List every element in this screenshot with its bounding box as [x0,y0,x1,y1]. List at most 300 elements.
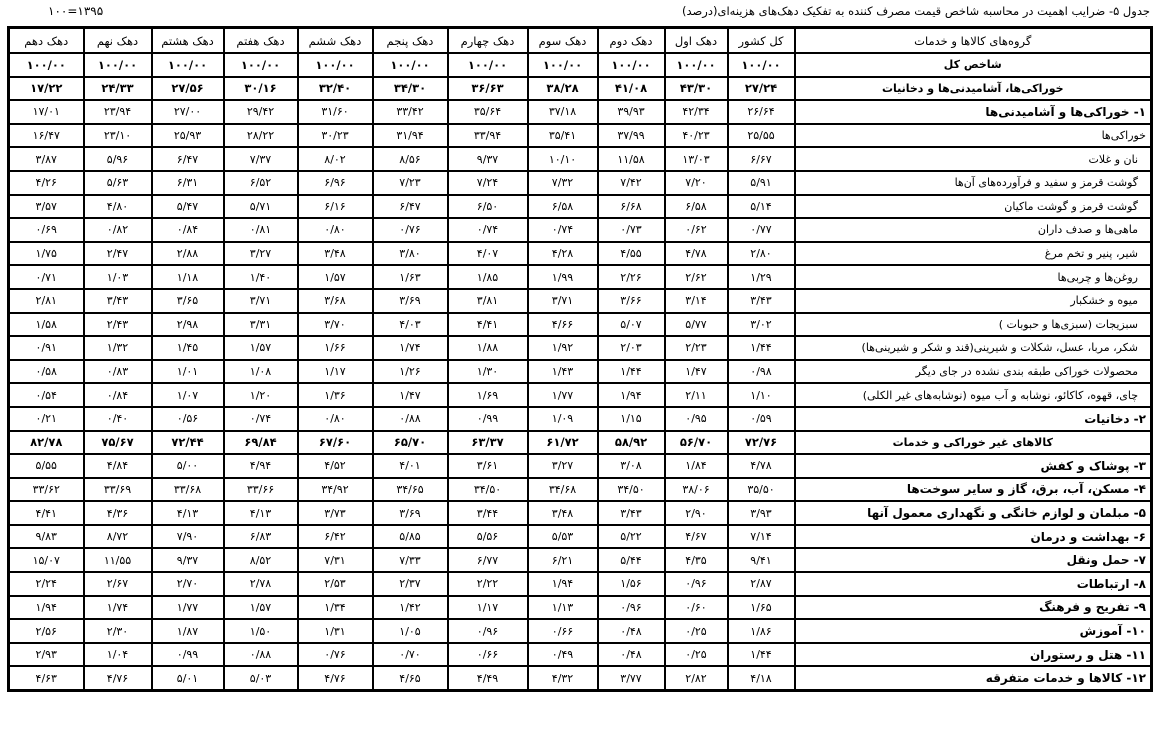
table-row [9,666,1152,690]
value-cell: ۴/۶۷ [665,525,728,549]
table-row [9,478,1152,502]
value-cell: ۴۰/۲۳ [665,124,728,148]
header-column: دهک دهم [9,28,84,54]
value-cell: ۶۱/۷۲ [528,431,598,455]
header-column: دهک اول [665,28,728,54]
value-cell: ۳/۷۳ [298,501,373,525]
value-cell: ۱/۷۷ [152,596,224,620]
value-cell: ۵/۰۰ [152,454,224,478]
row-label: ۱۱- هتل و رستوران [795,643,1152,667]
table-row [9,53,1152,77]
value-cell: ۷/۲۳ [373,171,448,195]
value-cell: ۳/۳۱ [224,313,298,337]
value-cell: ۹/۴۱ [728,548,795,572]
value-cell: ۳۳/۴۲ [373,100,448,124]
value-cell: ۴/۰۷ [448,242,528,266]
row-label: ۳- پوشاک و کفش [795,454,1152,478]
value-cell: ۱۰۰/۰۰ [373,53,448,77]
value-cell: ۰/۷۰ [373,643,448,667]
value-cell: ۴/۶۵ [373,666,448,690]
value-cell: ۱۰/۱۰ [528,147,598,171]
value-cell: ۳۹/۹۳ [598,100,665,124]
value-cell: ۶/۱۶ [298,195,373,219]
table-row [9,596,1152,620]
value-cell: ۳۱/۶۰ [298,100,373,124]
value-cell: ۶/۹۶ [298,171,373,195]
value-cell: ۶/۵۸ [665,195,728,219]
value-cell: ۸۲/۷۸ [9,431,84,455]
value-cell: ۰/۸۳ [84,360,152,384]
value-cell: ۰/۵۹ [728,407,795,431]
row-label: ۶- بهداشت و درمان [795,525,1152,549]
value-cell: ۲۵/۹۳ [152,124,224,148]
value-cell: ۵/۹۶ [84,147,152,171]
value-cell: ۳/۶۶ [598,289,665,313]
value-cell: ۱۶/۴۷ [9,124,84,148]
value-cell: ۷/۹۰ [152,525,224,549]
value-cell: ۵/۵۵ [9,454,84,478]
value-cell: ۱۱/۵۸ [598,147,665,171]
value-cell: ۴/۶۳ [9,666,84,690]
value-cell: ۷۲/۴۴ [152,431,224,455]
value-cell: ۱/۸۴ [665,454,728,478]
value-cell: ۳۷/۱۸ [528,100,598,124]
value-cell: ۱۵/۰۷ [9,548,84,572]
value-cell: ۰/۲۵ [665,619,728,643]
value-cell: ۱/۳۲ [84,336,152,360]
row-label: ۱۲- کالاها و خدمات متفرقه [795,666,1152,690]
value-cell: ۱/۳۰ [448,360,528,384]
row-label: شاخص کل [795,53,1152,77]
value-cell: ۵۸/۹۲ [598,431,665,455]
value-cell: ۰/۴۸ [598,619,665,643]
value-cell: ۶۹/۸۴ [224,431,298,455]
value-cell: ۳/۶۱ [448,454,528,478]
value-cell: ۵/۸۵ [373,525,448,549]
value-cell: ۳/۷۱ [528,289,598,313]
value-cell: ۴/۹۴ [224,454,298,478]
row-label: ۹- تفریح و فرهنگ [795,596,1152,620]
row-label: چای، قهوه، کاکائو، نوشابه و آب میوه (نوشابه‌های غیر الکلی) [795,383,1152,407]
row-label: محصولات خوراکی طبقه بندی نشده در جای دیگر [795,360,1152,384]
value-cell: ۱۱/۵۵ [84,548,152,572]
base-year-note: ۱۳۹۵=۱۰۰ [48,4,104,18]
value-cell: ۲/۲۴ [9,572,84,596]
value-cell: ۱۰۰/۰۰ [598,53,665,77]
value-cell: ۳۰/۲۳ [298,124,373,148]
value-cell: ۰/۹۶ [448,619,528,643]
row-label: کالاهای غیر خوراکی و خدمات [795,431,1152,455]
value-cell: ۰/۶۲ [665,218,728,242]
value-cell: ۰/۹۱ [9,336,84,360]
value-cell: ۵/۰۳ [224,666,298,690]
value-cell: ۰/۷۳ [598,218,665,242]
value-cell: ۳/۶۹ [373,501,448,525]
value-cell: ۰/۸۴ [152,218,224,242]
value-cell: ۰/۸۱ [224,218,298,242]
value-cell: ۶/۴۷ [373,195,448,219]
value-cell: ۷/۲۴ [448,171,528,195]
value-cell: ۲/۳۰ [84,619,152,643]
value-cell: ۵/۵۶ [448,525,528,549]
value-cell: ۲/۷۰ [152,572,224,596]
table-row [9,525,1152,549]
value-cell: ۷/۲۰ [665,171,728,195]
value-cell: ۳۵/۴۱ [528,124,598,148]
table-row [9,643,1152,667]
value-cell: ۲/۸۷ [728,572,795,596]
value-cell: ۱/۵۸ [9,313,84,337]
value-cell: ۱/۴۷ [665,360,728,384]
header-column: دهک سوم [528,28,598,54]
value-cell: ۱/۲۶ [373,360,448,384]
row-label: ۲- دخانیات [795,407,1152,431]
value-cell: ۱۷/۰۱ [9,100,84,124]
value-cell: ۳۸/۲۸ [528,77,598,101]
value-cell: ۳/۲۷ [528,454,598,478]
value-cell: ۵/۶۳ [84,171,152,195]
value-cell: ۴/۵۵ [598,242,665,266]
value-cell: ۱/۷۴ [373,336,448,360]
value-cell: ۱/۲۰ [224,383,298,407]
value-cell: ۰/۶۹ [9,218,84,242]
value-cell: ۸/۵۶ [373,147,448,171]
value-cell: ۹/۳۷ [152,548,224,572]
value-cell: ۳/۴۴ [448,501,528,525]
value-cell: ۳۶/۶۳ [448,77,528,101]
value-cell: ۱/۶۳ [373,265,448,289]
value-cell: ۲/۹۸ [152,313,224,337]
value-cell: ۱/۰۷ [152,383,224,407]
value-cell: ۱۰۰/۰۰ [152,53,224,77]
value-cell: ۱/۵۷ [298,265,373,289]
table-caption: جدول ۵- ضرایب اهمیت در محاسبه شاخص قیمت مصرف کننده به تفکیک دهک‌های هزینه‌ای(درصد) [682,4,1150,18]
value-cell: ۴/۱۳ [152,501,224,525]
value-cell: ۷/۱۴ [728,525,795,549]
value-cell: ۲/۸۰ [728,242,795,266]
value-cell: ۴/۶۶ [528,313,598,337]
value-cell: ۰/۸۸ [224,643,298,667]
value-cell: ۴۳/۳۰ [665,77,728,101]
header-row [9,28,1152,54]
value-cell: ۳۲/۴۰ [298,77,373,101]
table-row [9,147,1152,171]
row-label: نان و غلات [795,147,1152,171]
row-label: روغن‌ها و چربی‌ها [795,265,1152,289]
table-row [9,195,1152,219]
table-row [9,572,1152,596]
value-cell: ۳۴/۶۸ [528,478,598,502]
value-cell: ۵۶/۷۰ [665,431,728,455]
value-cell: ۴/۳۵ [665,548,728,572]
value-cell: ۱/۶۵ [728,596,795,620]
value-cell: ۱/۸۸ [448,336,528,360]
value-cell: ۱/۲۹ [728,265,795,289]
value-cell: ۰/۵۶ [152,407,224,431]
value-cell: ۴/۷۸ [728,454,795,478]
value-cell: ۶/۵۸ [528,195,598,219]
value-cell: ۳۴/۳۰ [373,77,448,101]
value-cell: ۳۰/۱۶ [224,77,298,101]
value-cell: ۵/۴۴ [598,548,665,572]
value-cell: ۰/۷۴ [224,407,298,431]
value-cell: ۲/۵۶ [9,619,84,643]
value-cell: ۷۵/۶۷ [84,431,152,455]
value-cell: ۲۷/۲۴ [728,77,795,101]
value-cell: ۱/۴۴ [728,643,795,667]
value-cell: ۵/۱۴ [728,195,795,219]
value-cell: ۰/۴۸ [598,643,665,667]
value-cell: ۱/۴۴ [728,336,795,360]
value-cell: ۷/۳۱ [298,548,373,572]
value-cell: ۶/۳۱ [152,171,224,195]
value-cell: ۲۴/۳۳ [84,77,152,101]
value-cell: ۰/۸۲ [84,218,152,242]
value-cell: ۵/۷۷ [665,313,728,337]
header-column: دهک ششم [298,28,373,54]
value-cell: ۴/۷۶ [298,666,373,690]
value-cell: ۳۴/۵۰ [598,478,665,502]
value-cell: ۲/۰۳ [598,336,665,360]
value-cell: ۱۰۰/۰۰ [224,53,298,77]
value-cell: ۱۰۰/۰۰ [448,53,528,77]
row-label: ۸- ارتباطات [795,572,1152,596]
value-cell: ۱۰۰/۰۰ [528,53,598,77]
table-row [9,100,1152,124]
row-label: سبزیجات (سبزی‌ها و حبوبات ) [795,313,1152,337]
value-cell: ۴/۵۲ [298,454,373,478]
value-cell: ۳/۵۷ [9,195,84,219]
value-cell: ۰/۹۵ [665,407,728,431]
header-column: دهک هفتم [224,28,298,54]
row-label: شکر، مربا، عسل، شکلات و شیرینی(قند و شکر و شیرینی‌ها) [795,336,1152,360]
value-cell: ۱/۵۶ [598,572,665,596]
value-cell: ۳/۸۱ [448,289,528,313]
value-cell: ۶/۵۰ [448,195,528,219]
table-row [9,242,1152,266]
value-cell: ۱/۹۴ [598,383,665,407]
table-row [9,407,1152,431]
value-cell: ۰/۵۴ [9,383,84,407]
weights-table [7,26,1153,692]
header-column: دهک پنجم [373,28,448,54]
table-row [9,431,1152,455]
value-cell: ۰/۷۶ [298,643,373,667]
value-cell: ۰/۷۶ [373,218,448,242]
value-cell: ۴/۸۴ [84,454,152,478]
value-cell: ۳/۴۸ [528,501,598,525]
value-cell: ۱/۱۸ [152,265,224,289]
value-cell: ۴۱/۰۸ [598,77,665,101]
value-cell: ۷/۴۲ [598,171,665,195]
row-label: ۱۰- آموزش [795,619,1152,643]
value-cell: ۸/۵۲ [224,548,298,572]
row-label: ۷- حمل ونقل [795,548,1152,572]
value-cell: ۳/۰۲ [728,313,795,337]
value-cell: ۶۳/۳۷ [448,431,528,455]
value-cell: ۱/۴۲ [373,596,448,620]
table-row [9,313,1152,337]
row-label: ماهی‌ها و صدف داران [795,218,1152,242]
value-cell: ۵/۰۷ [598,313,665,337]
value-cell: ۲/۹۳ [9,643,84,667]
value-cell: ۳۵/۵۰ [728,478,795,502]
value-cell: ۲/۴۷ [84,242,152,266]
value-cell: ۱/۳۶ [298,383,373,407]
value-cell: ۶/۴۲ [298,525,373,549]
header-column: دهک چهارم [448,28,528,54]
value-cell: ۱۰۰/۰۰ [9,53,84,77]
value-cell: ۱/۰۹ [528,407,598,431]
value-cell: ۶/۵۲ [224,171,298,195]
value-cell: ۲/۸۱ [9,289,84,313]
value-cell: ۳۳/۶۹ [84,478,152,502]
header-column: کل کشور [728,28,795,54]
table-row [9,218,1152,242]
table-row [9,454,1152,478]
value-cell: ۰/۶۶ [528,619,598,643]
value-cell: ۳/۶۹ [373,289,448,313]
value-cell: ۵/۰۱ [152,666,224,690]
value-cell: ۳/۸۷ [9,147,84,171]
value-cell: ۱۰۰/۰۰ [84,53,152,77]
value-cell: ۱/۱۵ [598,407,665,431]
value-cell: ۲۷/۵۶ [152,77,224,101]
row-label: ۱- خوراکی‌ها و آشامیدنی‌ها [795,100,1152,124]
row-label: شیر، پنیر و تخم مرغ [795,242,1152,266]
value-cell: ۱/۰۸ [224,360,298,384]
value-cell: ۳/۶۵ [152,289,224,313]
value-cell: ۳۴/۵۰ [448,478,528,502]
value-cell: ۴۲/۳۴ [665,100,728,124]
value-cell: ۱/۸۵ [448,265,528,289]
value-cell: ۱/۰۳ [84,265,152,289]
row-label: ۴- مسکن، آب، برق، گاز و سایر سوخت‌ها [795,478,1152,502]
value-cell: ۱/۹۴ [528,572,598,596]
value-cell: ۳/۰۸ [598,454,665,478]
value-cell: ۱/۴۰ [224,265,298,289]
value-cell: ۱/۱۷ [448,596,528,620]
header-column: دهک هشتم [152,28,224,54]
table-row [9,548,1152,572]
value-cell: ۰/۹۶ [598,596,665,620]
value-cell: ۵/۹۱ [728,171,795,195]
value-cell: ۳/۲۷ [224,242,298,266]
value-cell: ۲/۶۷ [84,572,152,596]
value-cell: ۴/۲۶ [9,171,84,195]
value-cell: ۳/۴۳ [598,501,665,525]
value-cell: ۲/۳۷ [373,572,448,596]
value-cell: ۳۴/۹۲ [298,478,373,502]
table-row [9,124,1152,148]
value-cell: ۰/۸۸ [373,407,448,431]
value-cell: ۱/۰۴ [84,643,152,667]
value-cell: ۳/۱۴ [665,289,728,313]
value-cell: ۶/۲۱ [528,548,598,572]
value-cell: ۶۵/۷۰ [373,431,448,455]
value-cell: ۲۸/۲۲ [224,124,298,148]
value-cell: ۴/۰۱ [373,454,448,478]
value-cell: ۴/۳۶ [84,501,152,525]
value-cell: ۲/۸۲ [665,666,728,690]
value-cell: ۳/۷۱ [224,289,298,313]
value-cell: ۰/۸۰ [298,407,373,431]
value-cell: ۰/۶۰ [665,596,728,620]
value-cell: ۴/۷۶ [84,666,152,690]
value-cell: ۷/۳۲ [528,171,598,195]
value-cell: ۶/۶۸ [598,195,665,219]
value-cell: ۱/۴۳ [528,360,598,384]
value-cell: ۱۰۰/۰۰ [728,53,795,77]
value-cell: ۱/۰۵ [373,619,448,643]
value-cell: ۴/۳۲ [528,666,598,690]
value-cell: ۶/۸۳ [224,525,298,549]
value-cell: ۳/۴۳ [728,289,795,313]
value-cell: ۲/۲۶ [598,265,665,289]
value-cell: ۴/۷۸ [665,242,728,266]
value-cell: ۵/۴۷ [152,195,224,219]
value-cell: ۳/۶۸ [298,289,373,313]
row-label: ۵- مبلمان و لوازم خانگی و نگهداری معمول آنها [795,501,1152,525]
value-cell: ۲۳/۹۴ [84,100,152,124]
value-cell: ۳/۴۸ [298,242,373,266]
value-cell: ۴/۴۹ [448,666,528,690]
value-cell: ۹/۳۷ [448,147,528,171]
table-row [9,360,1152,384]
value-cell: ۸/۰۲ [298,147,373,171]
header-column: دهک نهم [84,28,152,54]
value-cell: ۶۷/۶۰ [298,431,373,455]
value-cell: ۳۱/۹۴ [373,124,448,148]
value-cell: ۵/۲۲ [598,525,665,549]
value-cell: ۳۴/۶۵ [373,478,448,502]
value-cell: ۱/۴۷ [373,383,448,407]
value-cell: ۶/۷۷ [448,548,528,572]
table-row [9,289,1152,313]
value-cell: ۰/۶۶ [448,643,528,667]
value-cell: ۱/۸۷ [152,619,224,643]
row-label: گوشت قرمز و سفید و فرآورده‌های آن‌ها [795,171,1152,195]
value-cell: ۶/۶۷ [728,147,795,171]
value-cell: ۱/۹۲ [528,336,598,360]
value-cell: ۲/۲۲ [448,572,528,596]
value-cell: ۱/۴۵ [152,336,224,360]
value-cell: ۳۳/۶۲ [9,478,84,502]
value-cell: ۰/۹۶ [665,572,728,596]
value-cell: ۰/۹۹ [448,407,528,431]
value-cell: ۲۷/۰۰ [152,100,224,124]
table-row [9,501,1152,525]
value-cell: ۲۹/۴۲ [224,100,298,124]
value-cell: ۳/۷۰ [298,313,373,337]
value-cell: ۰/۵۸ [9,360,84,384]
row-label: خوراکی‌ها [795,124,1152,148]
value-cell: ۱/۶۹ [448,383,528,407]
value-cell: ۰/۲۱ [9,407,84,431]
value-cell: ۰/۸۰ [298,218,373,242]
value-cell: ۴/۱۸ [728,666,795,690]
header-column: دهک دوم [598,28,665,54]
value-cell: ۰/۹۹ [152,643,224,667]
value-cell: ۲۶/۶۴ [728,100,795,124]
value-cell: ۴/۰۳ [373,313,448,337]
table-row [9,77,1152,101]
value-cell: ۴/۸۰ [84,195,152,219]
value-cell: ۸/۷۲ [84,525,152,549]
value-cell: ۵/۵۳ [528,525,598,549]
value-cell: ۴/۴۱ [448,313,528,337]
value-cell: ۱/۵۰ [224,619,298,643]
